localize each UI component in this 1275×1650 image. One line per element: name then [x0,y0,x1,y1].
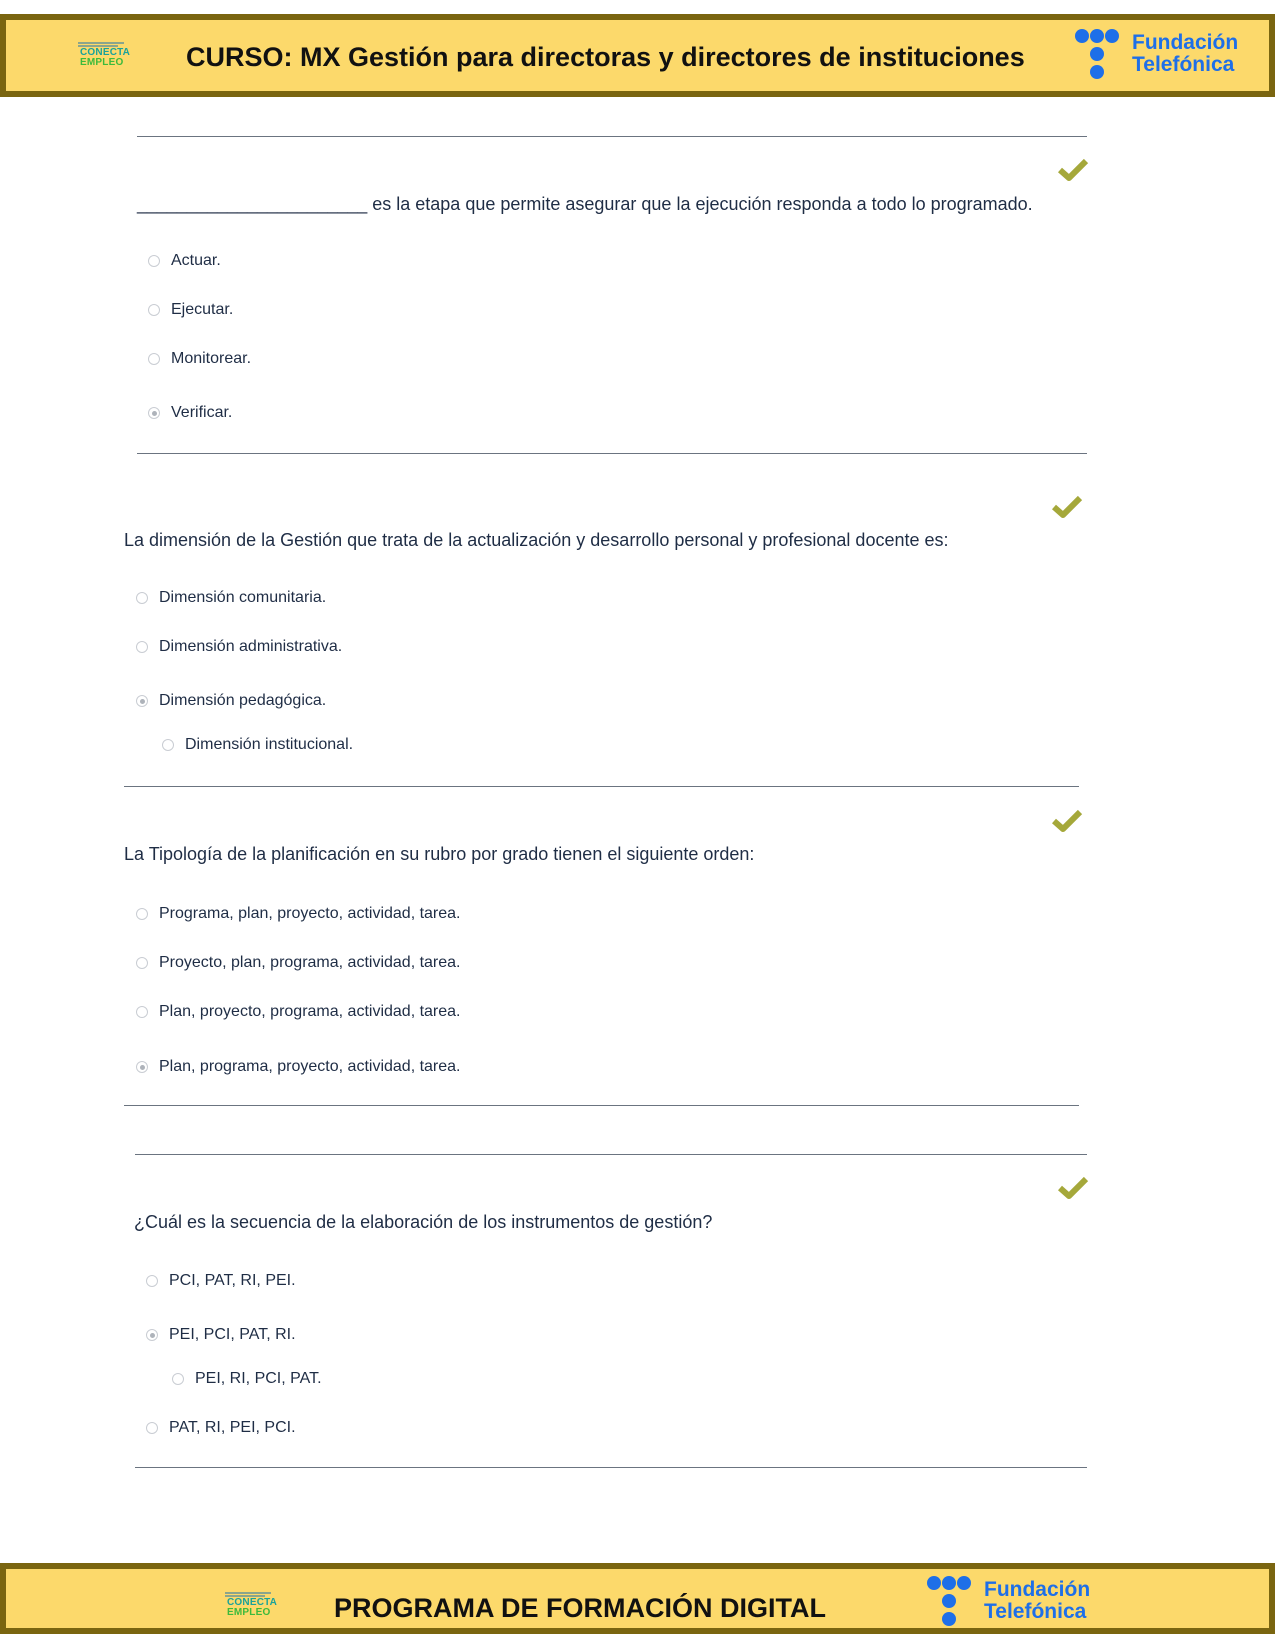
radio-icon[interactable] [148,304,160,316]
check-icon [1051,809,1083,833]
q4-option-2[interactable]: PEI, PCI, PAT, RI. [146,1326,296,1344]
question-1-text: _______________________ es la etapa que permite asegurar que la ejecución responda a todo lo programado. [137,194,1033,214]
q2-option-comunitaria[interactable]: Dimensión comunitaria. [136,589,326,607]
divider [135,1467,1087,1468]
q4-option-3[interactable]: PEI, RI, PCI, PAT. [172,1370,322,1388]
radio-icon[interactable] [162,739,174,751]
radio-icon[interactable] [136,908,148,920]
q3-option-1[interactable]: Programa, plan, proyecto, actividad, tarea. [136,905,461,923]
radio-icon[interactable] [136,592,148,604]
fundacion-telefonica-logo: Fundación Telefónica [1074,26,1244,82]
program-title: PROGRAMA DE FORMACIÓN DIGITAL [334,1593,826,1623]
radio-icon[interactable] [172,1373,184,1385]
divider [135,1154,1087,1155]
radio-icon[interactable] [146,1422,158,1434]
q2-option-administrativa[interactable]: Dimensión administrativa. [136,638,342,656]
conecta-empleo-logo: CONECTA EMPLEO [221,1591,281,1625]
question-4-text: ¿Cuál es la secuencia de la elaboración de los instrumentos de gestión? [134,1212,713,1232]
q1-option-ejecutar[interactable]: Ejecutar. [148,301,233,319]
divider [137,453,1087,454]
telefonica-t-icon [926,1575,974,1629]
q1-option-actuar[interactable]: Actuar. [148,252,221,270]
check-icon [1057,1176,1089,1200]
radio-icon[interactable] [136,1006,148,1018]
conecta-empleo-logo: CONECTA EMPLEO [74,41,134,75]
divider [124,786,1079,787]
course-title: CURSO: MX Gestión para directoras y directores de instituciones [186,42,1025,72]
radio-selected-icon[interactable] [146,1329,158,1341]
q1-option-verificar[interactable]: Verificar. [148,404,232,422]
footer-banner [0,1563,1275,1634]
radio-selected-icon[interactable] [136,695,148,707]
radio-selected-icon[interactable] [136,1061,148,1073]
q4-option-1[interactable]: PCI, PAT, RI, PEI. [146,1272,296,1290]
radio-icon[interactable] [136,957,148,969]
radio-selected-icon[interactable] [148,407,160,419]
radio-icon[interactable] [136,641,148,653]
divider [124,1105,1079,1106]
q2-option-institucional[interactable]: Dimensión institucional. [162,736,353,754]
question-3-text: La Tipología de la planificación en su rubro por grado tienen el siguiente orden: [124,844,755,864]
fundacion-telefonica-logo: Fundación Telefónica [926,1573,1096,1629]
header-banner [0,14,1275,97]
divider [137,136,1087,137]
check-icon [1051,495,1083,519]
check-icon [1057,158,1089,182]
q3-option-3[interactable]: Plan, proyecto, programa, actividad, tarea. [136,1003,461,1021]
q4-option-4[interactable]: PAT, RI, PEI, PCI. [146,1419,296,1437]
telefonica-t-icon [1074,28,1122,82]
radio-icon[interactable] [148,255,160,267]
q3-option-2[interactable]: Proyecto, plan, programa, actividad, tarea. [136,954,461,972]
radio-icon[interactable] [148,353,160,365]
radio-icon[interactable] [146,1275,158,1287]
q3-option-4[interactable]: Plan, programa, proyecto, actividad, tarea. [136,1058,461,1076]
question-2-text: La dimensión de la Gestión que trata de la actualización y desarrollo personal y profesional docente es: [124,530,949,550]
q1-option-monitorear[interactable]: Monitorear. [148,350,251,368]
q2-option-pedagogica[interactable]: Dimensión pedagógica. [136,692,326,710]
